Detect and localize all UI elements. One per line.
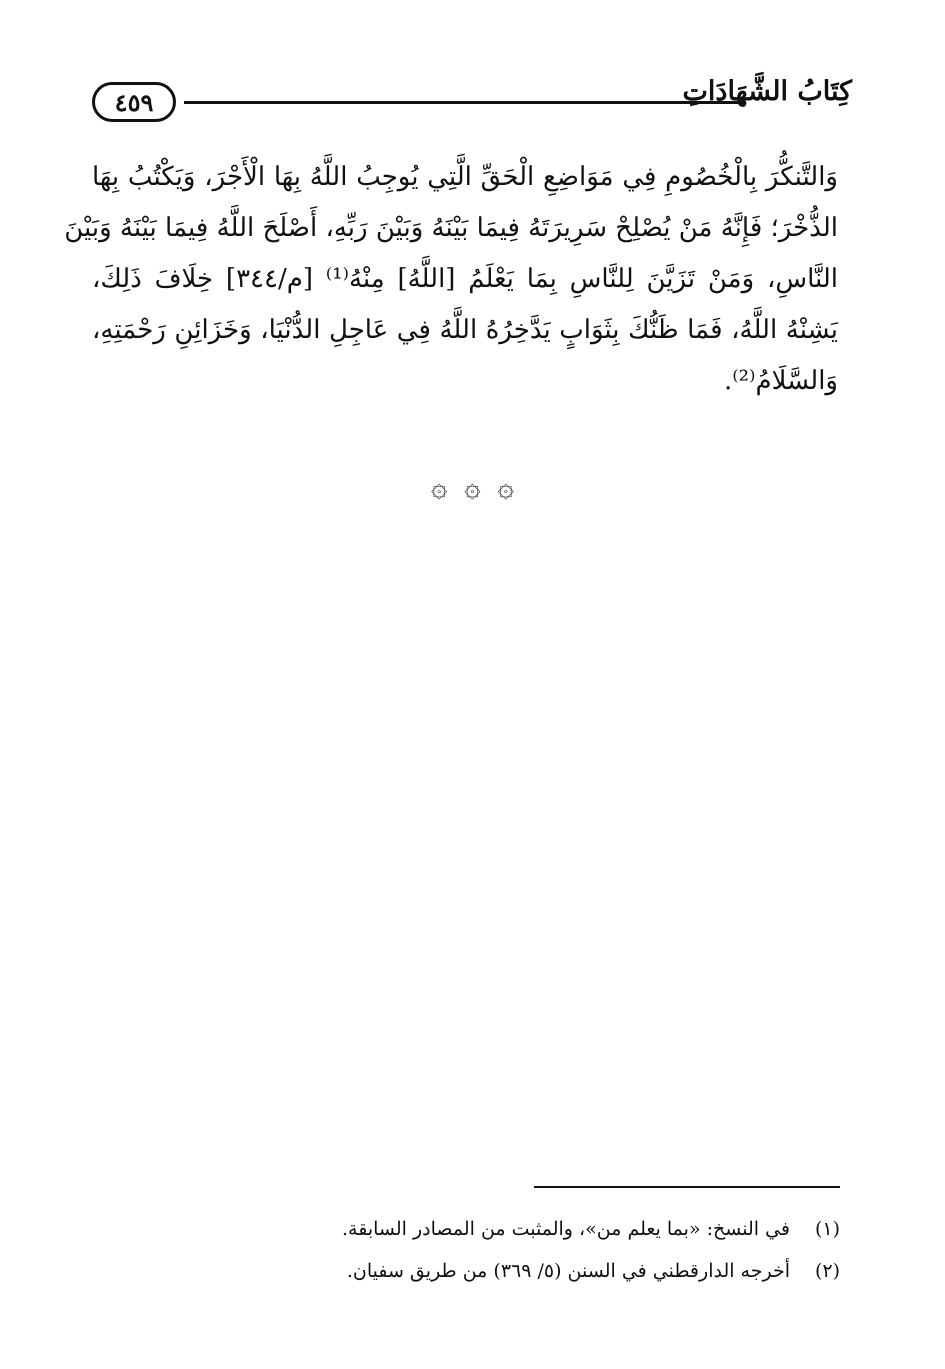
header-rule	[184, 101, 744, 104]
flower-ornament-icon: ۞	[497, 470, 515, 503]
text-line: الذُّخْرَ؛ فَإِنَّهُ مَنْ يُصْلِحْ سَرِيرَتَهُ فِيمَا بَيْنَهُ وَبَيْنَ رَبِّهِ، أَصْلَحَ اللَّهُ فِيمَا بَيْنَهُ وَبَيْنَ	[64, 213, 838, 243]
footnote-separator	[534, 1186, 840, 1188]
page-header	[92, 76, 852, 124]
flower-ornament-icon: ۞	[430, 470, 448, 503]
page-number-badge	[92, 82, 176, 122]
section-divider-ornaments	[0, 470, 945, 503]
main-text	[64, 152, 838, 407]
footnote-number: (٢)	[814, 1260, 840, 1282]
text-line: وَالسَّلَامُ⁽²⁾.	[724, 366, 838, 396]
flower-ornament-icon: ۞	[464, 470, 481, 503]
text-line: وَالتَّنكُّرَ بِالْخُصُومِ فِي مَوَاضِعِ الْحَقِّ الَّتِي يُوجِبُ اللَّهُ بِهَا الْأَجْرَ، وَيَكْتُبُ بِهَا	[92, 162, 838, 192]
footnotes	[300, 1208, 840, 1292]
footnote-text: أخرجه الدارقطني في السنن (٥/ ٣٦٩) من طريق سفيان.	[346, 1260, 790, 1282]
footnote	[300, 1208, 840, 1250]
footnote-number: (١)	[814, 1218, 840, 1240]
footnote-text: في النسخ: «بما يعلم من»، والمثبت من المصادر السابقة.	[341, 1218, 790, 1240]
text-line: النَّاسِ، وَمَنْ تَزَيَّنَ لِلنَّاسِ بِمَا يَعْلَمُ [اللَّهُ] مِنْهُ⁽¹⁾ [م/٣٤٤] خِلَافَ ذَلِكَ،	[92, 264, 838, 294]
text-line: يَشِنْهُ اللَّهُ، فَمَا ظَنُّكَ بِثَوَابٍ يَدَّخِرُهُ اللَّهُ فِي عَاجِلِ الدُّنْيَا، وَخَزَائِنِ رَحْمَتِهِ،	[92, 315, 838, 345]
footnote	[300, 1250, 840, 1292]
page-number: ٤٥٩	[114, 87, 154, 117]
book-title: كِتَابُ الشَّهَادَاتِ	[682, 76, 852, 107]
